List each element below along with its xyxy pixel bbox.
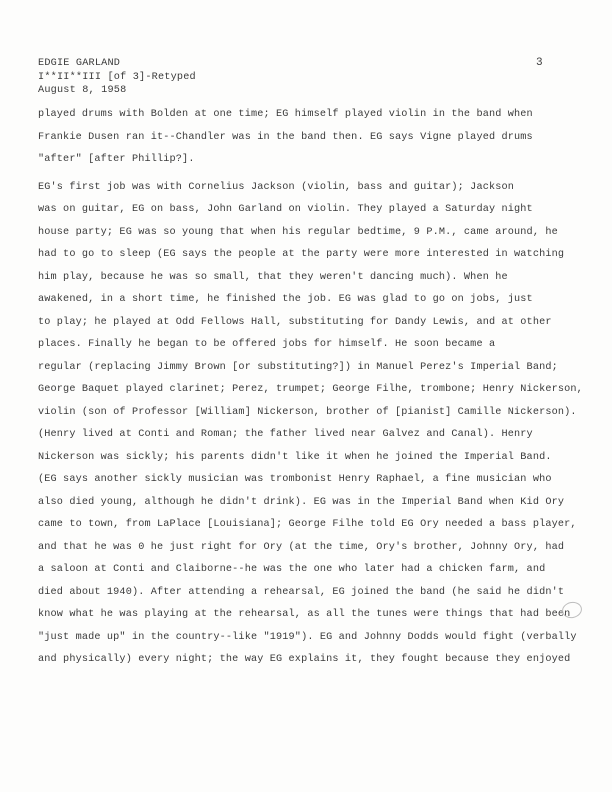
transcript-line: him play, because he was so small, that they weren't dancing much). When he — [38, 271, 508, 283]
transcript-line: and physically) every night; the way EG explains it, they fought because they enjoyed — [38, 654, 571, 665]
transcript-line: George Baquet played clarinet; Perez, trumpet; George Filhe, trombone; Henry Nickerson, — [38, 384, 583, 395]
transcript-line: played drums with Bolden at one time; EG himself played violin in the band when — [38, 109, 533, 120]
document-header — [38, 57, 196, 98]
transcript-line: regular (replacing Jimmy Brown [or substituting?]) in Manuel Perez's Imperial Band; — [38, 361, 558, 373]
transcript-line: came to town, from LaPlace [Louisiana]; George Filhe told EG Ory needed a bass player, — [38, 519, 577, 530]
transcript-line: had to go to sleep (EG says the people at the party were more interested in watching — [38, 249, 565, 260]
interview-date: August 8, 1958 — [38, 85, 127, 96]
transcript-line: was on guitar, EG on bass, John Garland on violin. They played a Saturday night — [38, 204, 533, 215]
reel-info: I**II**III [of 3]-Retyped — [38, 71, 196, 83]
interviewee-name: EDGIE GARLAND — [38, 58, 121, 69]
transcript-line: a saloon at Conti and Claiborne--he was the one who later had a chicken farm, and — [38, 564, 546, 575]
transcript-line: and that he was 0 he just right for Ory (at the time, Ory's brother, Johnny Ory, had — [38, 541, 565, 553]
transcript-line: violin (son of Professor [William] Nickerson, brother of [pianist] Camille Nickerson). — [38, 406, 577, 418]
transcript-line: (Henry lived at Conti and Roman; the father lived near Galvez and Canal). Henry — [38, 429, 533, 440]
transcript-line: died about 1940). After attending a rehearsal, EG joined the band (he said he didn't — [38, 586, 565, 598]
transcript-line: Nickerson was sickly; his parents didn't like it when he joined the Imperial Band. — [38, 451, 552, 463]
transcript-line: "after" [after Phillip?]. — [38, 154, 195, 165]
transcript-line: to play; he played at Odd Fellows Hall, substituting for Dandy Lewis, and at other — [38, 316, 552, 328]
transcript-line: "just made up" in the country--like "1919"). EG and Johnny Dodds would fight (verbally — [38, 631, 577, 643]
transcript-line: places. Finally he began to be offered jobs for himself. He soon became a — [38, 339, 496, 350]
transcript-line: Frankie Dusen ran it--Chandler was in the band then. EG says Vigne played drums — [38, 131, 533, 143]
transcript-line: know what he was playing at the rehearsal, as all the tunes were things that had been — [38, 609, 571, 620]
transcript-line: awakened, in a short time, he finished the job. EG was glad to go on jobs, just — [38, 294, 533, 305]
transcript-line: EG's first job was with Cornelius Jackson (violin, bass and guitar); Jackson — [38, 181, 515, 193]
transcript-line: house party; EG was so young that when his regular bedtime, 9 P.M., came around, he — [38, 226, 558, 238]
transcript-line: also died young, although he didn't drink). EG was in the Imperial Band when Kid Ory — [38, 496, 565, 508]
transcript-line: (EG says another sickly musician was trombonist Henry Raphael, a fine musician who — [38, 474, 552, 485]
page-number: 3 — [536, 57, 543, 69]
